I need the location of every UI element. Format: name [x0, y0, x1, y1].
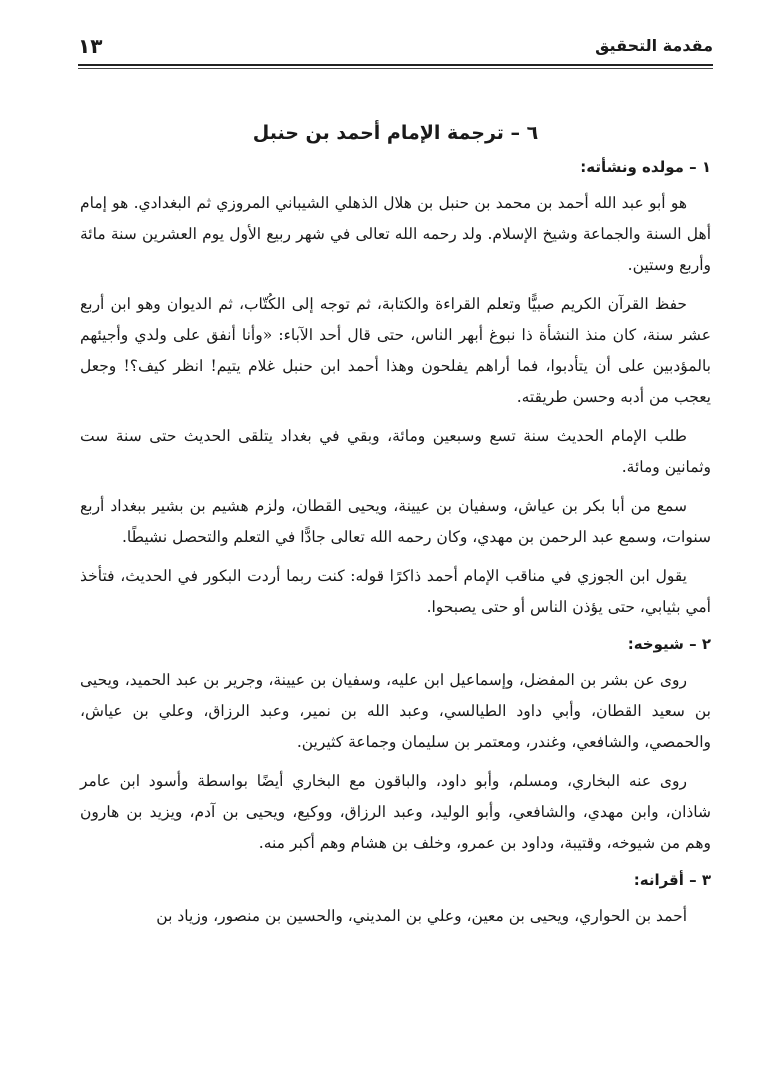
page-body — [80, 118, 711, 940]
paragraph: أحمد بن الحواري، ويحيى بن معين، وعلي بن المديني، والحسين بن منصور، وزياد بن — [156, 907, 687, 925]
header-rule — [78, 64, 713, 66]
section-heading-birth: ١ – مولده ونشأته: — [580, 158, 711, 176]
header-rule-thin — [78, 68, 713, 69]
paragraph: طلب الإمام الحديث سنة تسع وسبعين ومائة، وبقي في بغداد يتلقى الحديث حتى سنة ست وثمانين ومائة. — [80, 427, 711, 476]
page-number: ١٣ — [78, 34, 103, 58]
chapter-title: ٦ – ترجمة الإمام أحمد بن حنبل — [252, 122, 539, 144]
paragraph: حفظ القرآن الكريم صبيًّا وتعلم القراءة والكتابة، ثم توجه إلى الكُتّاب، ثم الديوان وهو ابن أربع عشر سنة، كان منذ النشأة ذا نبوغ أبهر الناس، حتى قال أحد الآباء: «وأنا أنفق على ولدي وأجيئهم بالمؤدبين على أن يتأدبوا، فما أراهم يفلحون وهذا أحمد ابن حنبل غلام يتيم! انظر كيف؟! وجعل يعجب من أدبه وحسن طريقته. — [80, 295, 711, 406]
paragraph: روى عنه البخاري، ومسلم، وأبو داود، والباقون مع البخاري أيضًا بواسطة وأسود ابن عامر شاذان، وابن مهدي، والشافعي، وأبو الوليد، وعبد الرزاق، ووكيع، ويحيى بن آدم، ويزيد بن هارون وهم من شيوخه، وقتيبة، وداود بن عمرو، وخلف بن هشام وهم أكبر منه. — [80, 772, 711, 852]
section-heading-teachers: ٢ – شيوخه: — [627, 635, 711, 653]
running-header — [78, 34, 713, 64]
paragraph: روى عن بشر بن المفضل، وإسماعيل ابن عليه، وسفيان بن عيينة، وجرير بن عبد الحميد، ويحيى بن سعيد القطان، وأبي داود الطيالسي، وعبد الله بن نمير، وعبد الرزاق، وعلي بن عياش، والحمصي، والشافعي، وغندر، ومعتمر بن سليمان وجماعة كثيرين. — [80, 671, 711, 751]
paragraph: سمع من أبا بكر بن عياش، وسفيان بن عيينة، ويحيى القطان، ولزم هشيم بن بشير ببغداد أربع سنوات، وسمع عبد الرحمن بن مهدي، وكان رحمه الله تعالى جادًّا في التعلم والتحصل نشيطًا. — [80, 497, 711, 546]
running-header-title: مقدمة التحقيق — [595, 36, 713, 55]
paragraph: هو أبو عبد الله أحمد بن محمد بن حنبل بن هلال الذهلي الشيباني المروزي ثم البغدادي. هو إمام أهل السنة والجماعة وشيخ الإسلام. ولد رحمه الله تعالى في شهر ربيع الأول يوم العشرين سنة مائة وأربع وستين. — [80, 194, 711, 274]
section-heading-peers: ٣ – أقرانه: — [633, 871, 711, 889]
paragraph: يقول ابن الجوزي في مناقب الإمام أحمد ذاكرًا قوله: كنت ربما أردت البكور في الحديث، فتأخذ أمي بثيابي، حتى يؤذن الناس أو حتى يصبحوا. — [80, 567, 711, 616]
